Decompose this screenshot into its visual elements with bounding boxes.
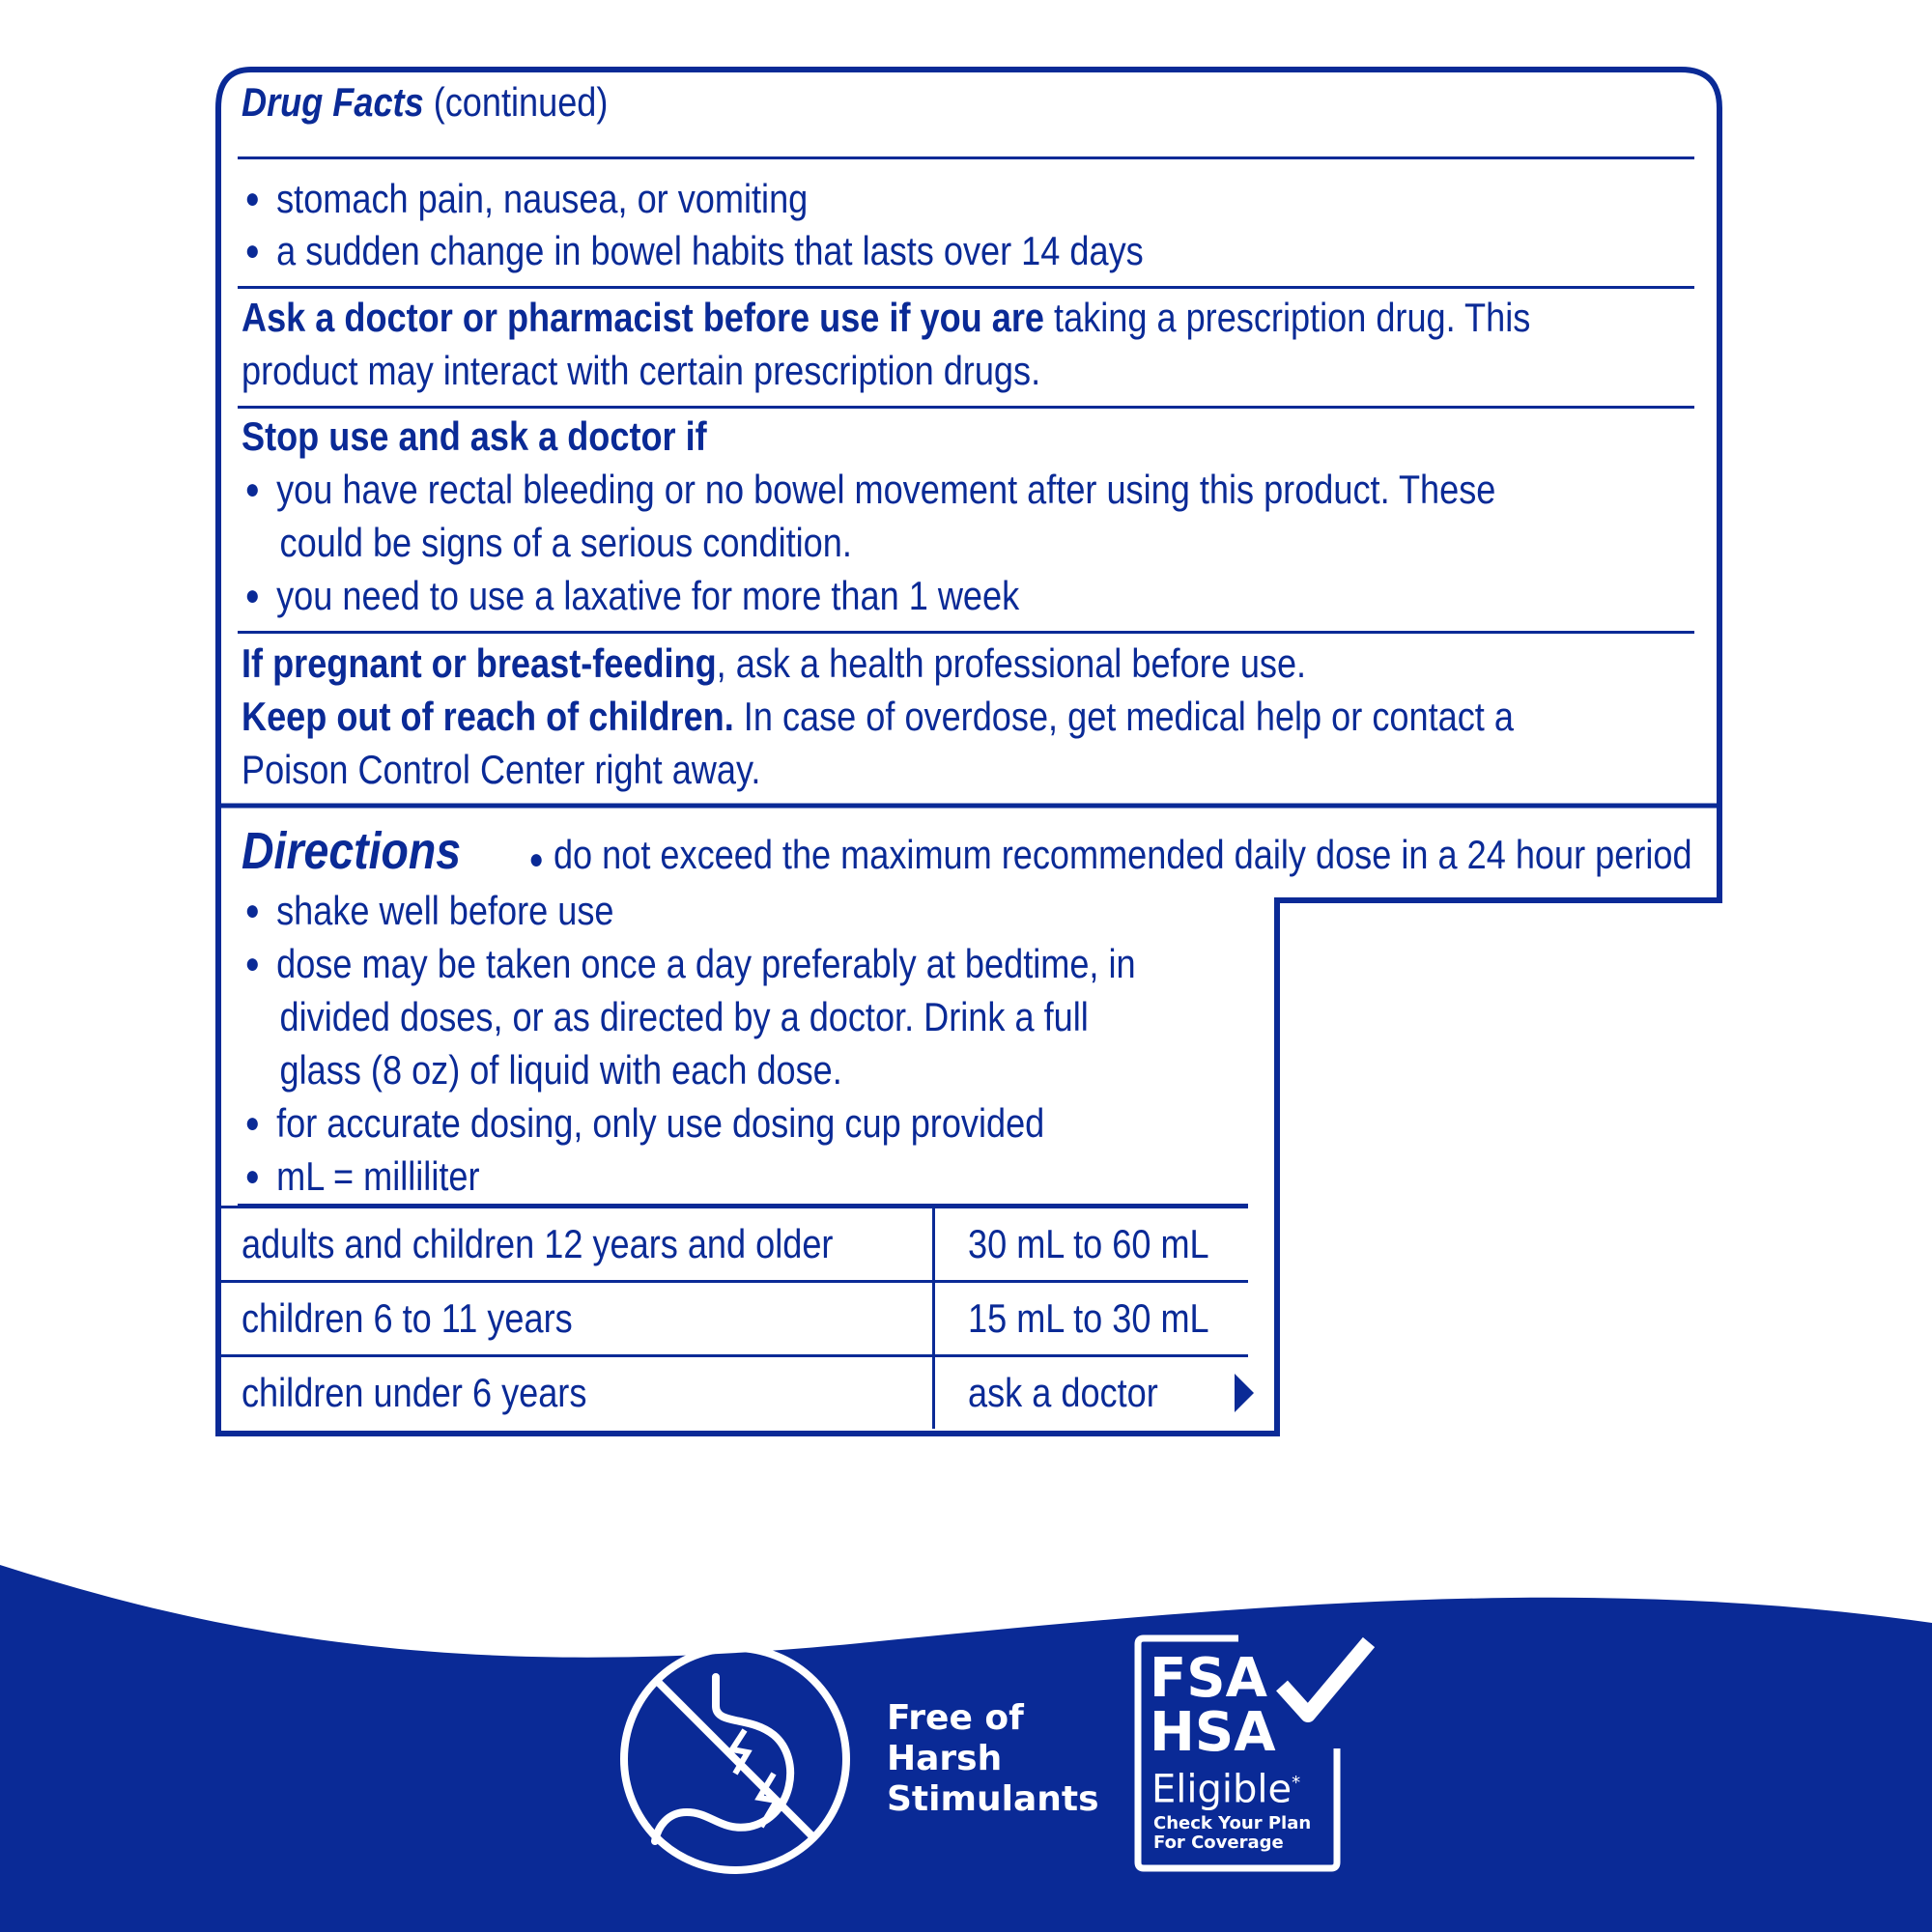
table-row <box>218 1208 1248 1282</box>
directions-item: ● for accurate dosing, only use dosing cup provided <box>242 1096 1044 1150</box>
page-title <box>242 75 608 128</box>
directions-item: ● dose may be taken once a day preferably at bedtime, in <box>242 937 1136 990</box>
rule-3 <box>238 631 1694 634</box>
dosage-amount: ask a doctor <box>967 1370 1158 1415</box>
stimulant-line: Harsh <box>887 1739 1003 1778</box>
eligible-text <box>1151 1762 1300 1810</box>
symptom-item: ● stomach pain, nausea, or vomiting <box>242 172 808 225</box>
children-warning-line2: Poison Control Center right away. <box>242 747 761 792</box>
stop-use-item-cont: could be signs of a serious condition. <box>279 520 852 565</box>
directions-item-cont: glass (8 oz) of liquid with each dose. <box>279 1047 842 1093</box>
stimulant-line: Free of <box>887 1698 1024 1738</box>
stop-use-item: ● you have rectal bleeding or no bowel movement after using this product. These <box>242 463 1495 516</box>
eligible-asterisk: * <box>1292 1773 1301 1793</box>
title-bold: Drug Facts <box>242 79 424 125</box>
rule-1 <box>238 286 1694 289</box>
checkmark-icon <box>1282 1642 1369 1715</box>
coverage-line: Check Your Plan <box>1153 1813 1312 1833</box>
directions-first-item: do not exceed the maximum recommended daily dose in a 24 hour period <box>553 832 1692 877</box>
stop-use-item: ● you need to use a laxative for more than 1 week <box>242 569 1019 622</box>
pregnancy-rest: , ask a health professional before use. <box>716 640 1307 686</box>
table-row <box>218 1356 1248 1430</box>
directions-header: Directions ● do not exceed the maximum recommended daily dose in a 24 hour period <box>242 822 1692 880</box>
rule-title <box>238 156 1694 159</box>
children-rest: In case of overdose, get medical help or contact a <box>733 694 1514 739</box>
pregnancy-warning <box>242 637 1306 690</box>
fsa-text: FSA <box>1150 1647 1267 1710</box>
directions-item-cont: divided doses, or as directed by a doctor. Drink a full <box>279 994 1089 1039</box>
dosage-age: children under 6 years <box>242 1370 587 1415</box>
pregnancy-bold: If pregnant or breast-feeding <box>242 640 717 686</box>
children-warning <box>242 690 1514 743</box>
dosage-amount: 30 mL to 60 mL <box>967 1221 1209 1266</box>
no-stomach-stimulant-icon <box>614 1638 856 1880</box>
ask-doctor-line2: product may interact with certain prescription drugs. <box>242 348 1041 393</box>
stimulant-line: Stimulants <box>887 1779 1099 1819</box>
eligible-word: Eligible <box>1151 1767 1293 1812</box>
dosage-amount: 15 mL to 30 mL <box>967 1295 1209 1341</box>
dosage-age: children 6 to 11 years <box>242 1295 573 1341</box>
children-bold: Keep out of reach of children. <box>242 694 734 739</box>
directions-title: Directions <box>242 822 462 880</box>
dosage-table <box>218 1206 1248 1429</box>
stimulant-text <box>887 1698 1099 1820</box>
dosage-age: adults and children 12 years and older <box>242 1221 834 1266</box>
symptom-item: ● a sudden change in bowel habits that lasts over 14 days <box>242 224 1144 277</box>
title-rest: (continued) <box>423 79 609 125</box>
hsa-text: HSA <box>1150 1701 1276 1764</box>
table-row <box>218 1282 1248 1356</box>
stop-use-heading: Stop use and ask a doctor if <box>242 413 707 459</box>
coverage-text <box>1153 1814 1311 1853</box>
ask-doctor-line1: taking a prescription drug. This <box>1044 295 1531 340</box>
ask-doctor-bold: Ask a doctor or pharmacist before use if you are <box>242 295 1045 340</box>
coverage-line: For Coverage <box>1153 1833 1284 1853</box>
directions-item: ● mL = milliliter <box>242 1150 480 1203</box>
ask-doctor-section <box>242 291 1530 344</box>
directions-item: ● shake well before use <box>242 884 613 937</box>
rule-2 <box>238 406 1694 409</box>
